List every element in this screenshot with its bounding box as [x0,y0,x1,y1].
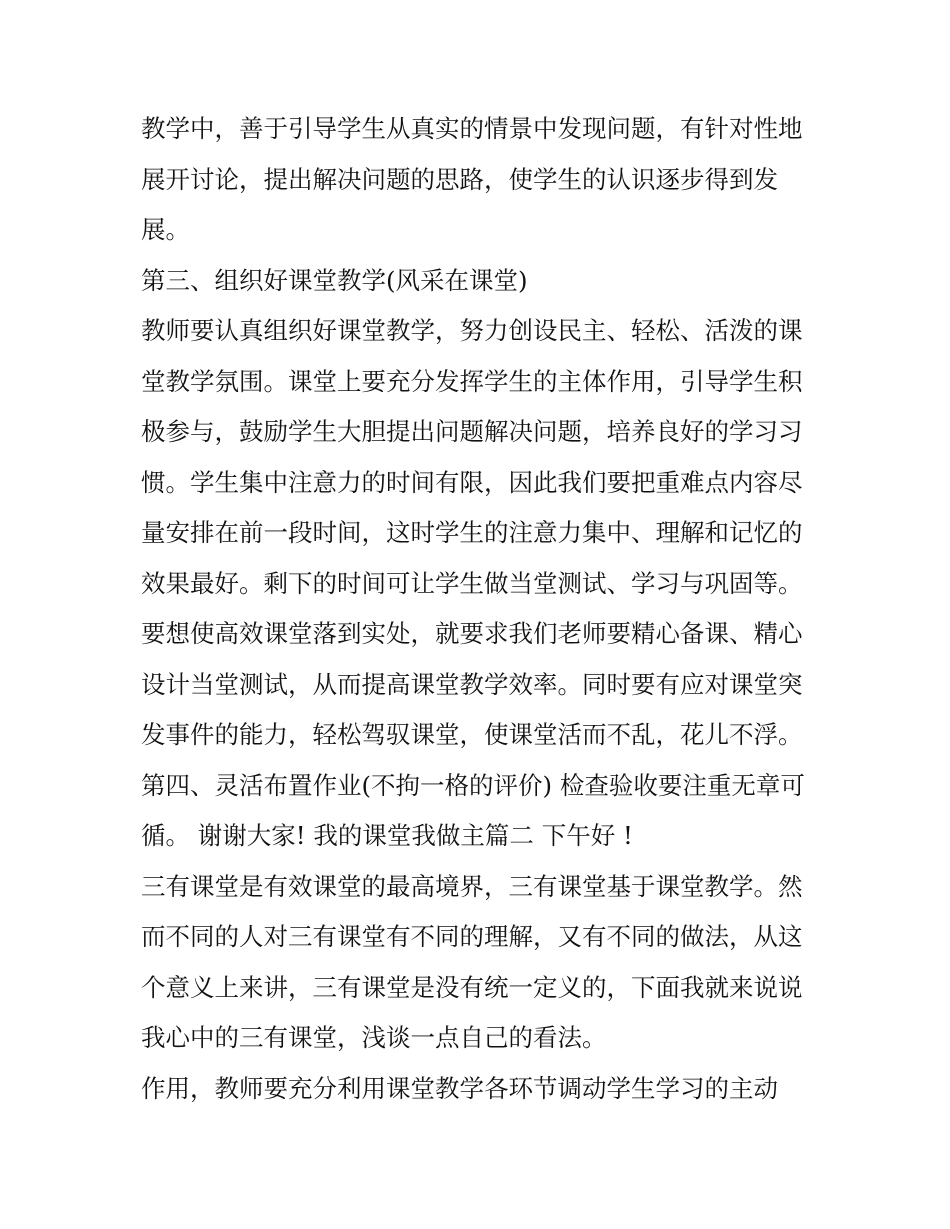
text-line: 作用，教师要充分利用课堂教学各环节调动学生学习的主动 [141,1073,778,1103]
text-line: 极参与，鼓励学生大胆提出问题解决问题，培养良好的学习习 [141,417,803,446]
text-line: 惯。学生集中注意力的时间有限，因此我们要把重难点内容尽 [141,467,803,497]
text-line: 个意义上来讲，三有课堂是没有统一定义的，下面我就来说说 [141,972,803,1002]
text-line: 三有课堂是有效课堂的最高境界，三有课堂基于课堂教学。然 [141,871,803,901]
text-line: 循。 谢谢大家! 我的课堂我做主篇二 下午好 ! [141,821,633,850]
text-line: 要想使高效课堂落到实处，就要求我们老师要精心备课、精心 [141,619,803,648]
text-line: 展。 [141,215,190,244]
text-line: 堂教学氛围。课堂上要充分发挥学生的主体作用，引导学生积 [141,366,803,396]
text-line: 我心中的三有课堂，浅谈一点自己的看法。 [141,1023,607,1052]
section-heading: 第四、灵活布置作业(不拘一格的评价) 检查验收要注重无章可 [141,770,805,800]
text-line: 而不同的人对三有课堂有不同的理解，又有不同的做法，从这 [141,922,803,951]
text-line: 效果最好。剩下的时间可让学生做当堂测试、学习与巩固等。 [141,568,803,598]
document-body [141,104,813,1114]
section-heading: 第三、组织好课堂教学(风采在课堂) [141,265,528,295]
text-line: 教师要认真组织好课堂教学，努力创设民主、轻松、活泼的课 [141,316,803,345]
text-line: 设计当堂测试，从而提高课堂教学效率。同时要有应对课堂突 [141,669,803,699]
text-line: 展开讨论，提出解决问题的思路，使学生的认识逐步得到发 [141,164,778,194]
text-line: 教学中，善于引导学生从真实的情景中发现问题，有针对性地 [141,114,803,143]
text-line: 发事件的能力，轻松驾驭课堂，使课堂活而不乱，花儿不浮。 [141,720,803,749]
text-line: 量安排在前一段时间，这时学生的注意力集中、理解和记忆的 [141,518,803,547]
